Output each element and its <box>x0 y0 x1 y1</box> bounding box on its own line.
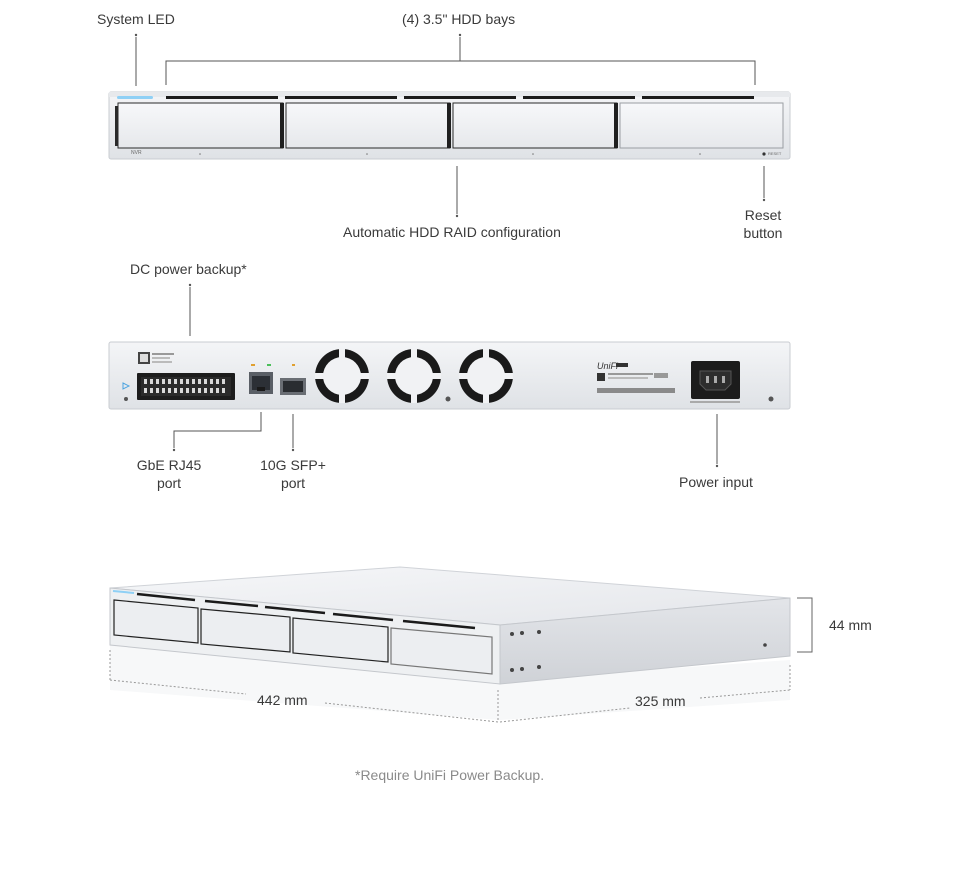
front-reset-text: RESET <box>768 151 782 156</box>
nvr-perspective-view <box>110 567 790 720</box>
hdd-bays-label: (4) 3.5" HDD bays <box>402 11 516 27</box>
fan <box>315 349 369 403</box>
rear-panel <box>109 342 790 409</box>
hdd-bay[interactable] <box>118 103 284 148</box>
system-led-label: System LED <box>97 11 175 27</box>
reset-button[interactable] <box>762 152 765 155</box>
hdd-bay <box>114 600 198 643</box>
front-model-text: NVR <box>131 150 142 156</box>
front-panel <box>109 92 790 159</box>
height-dimension <box>797 598 812 652</box>
hdd-bay <box>201 609 290 652</box>
depth-dimension-label: 325 mm <box>635 693 686 709</box>
gbe-rj45-label: GbE RJ45 port <box>136 457 202 491</box>
reset-button-label: Reset button <box>743 207 783 241</box>
rear-brand-text: UniFi <box>597 361 619 371</box>
sfp-plus-label: 10G SFP+ port <box>260 457 326 491</box>
power-input-connector[interactable] <box>691 361 740 399</box>
height-dimension-label: 44 mm <box>829 617 872 633</box>
hdd-bay[interactable] <box>453 103 618 148</box>
hdd-bay[interactable] <box>620 103 783 148</box>
footnote: *Require UniFi Power Backup. <box>355 767 545 783</box>
dc-power-backup-connector[interactable] <box>137 373 235 400</box>
raid-label: Automatic HDD RAID configuration <box>343 224 561 240</box>
dc-power-backup-label: DC power backup* <box>130 261 247 277</box>
width-dimension-label: 442 mm <box>257 692 308 708</box>
system-led <box>117 96 153 99</box>
power-input-label: Power input <box>679 474 753 490</box>
fan <box>459 349 513 403</box>
hdd-bay[interactable] <box>286 103 451 148</box>
fan <box>387 349 441 403</box>
